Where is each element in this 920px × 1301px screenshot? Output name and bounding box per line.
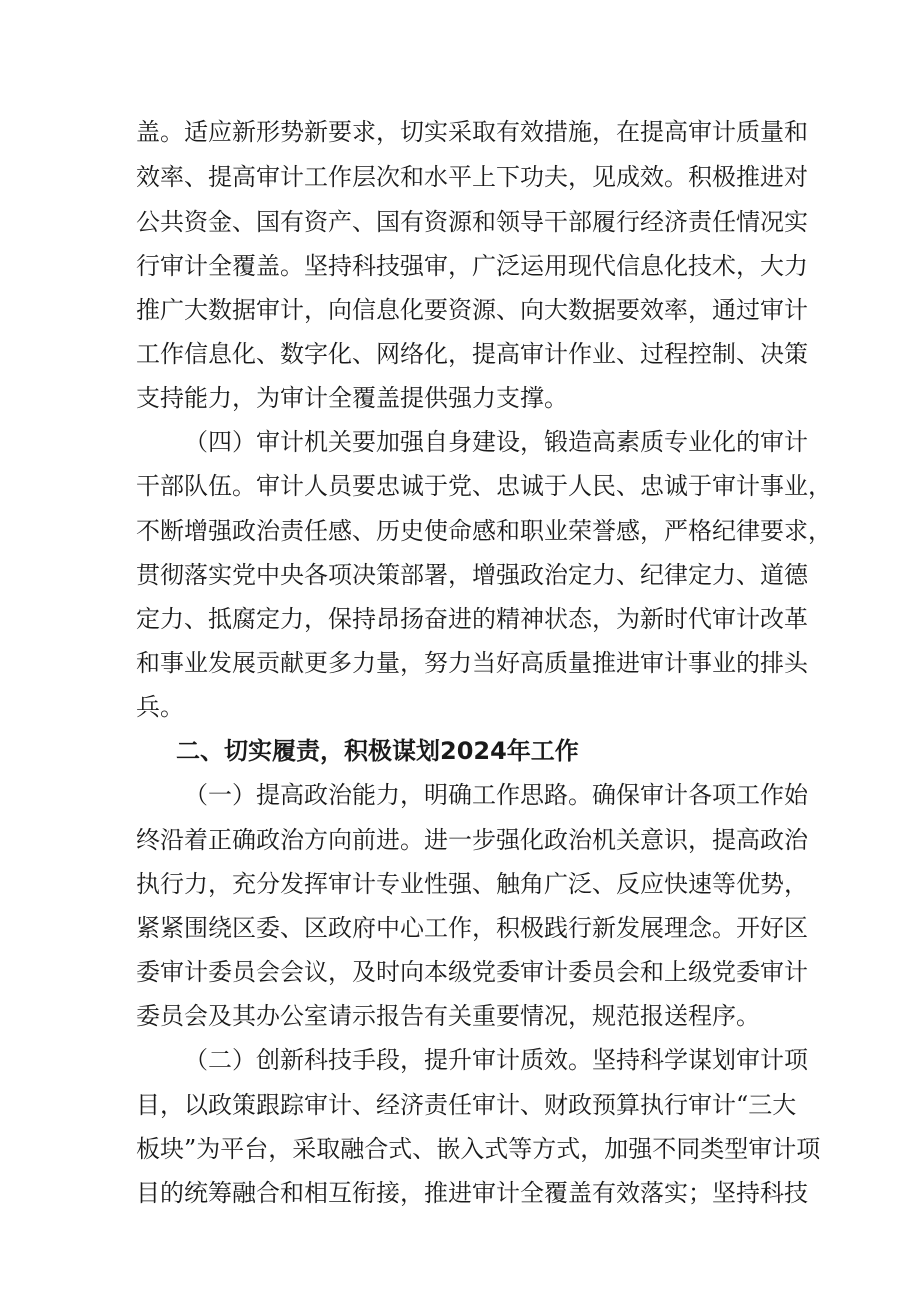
text-line: （一）提高政治能力，明确工作思路。确保审计各项工作始: [184, 781, 808, 809]
text-line: 板块”为平台，采取融合式、嵌入式等方式，加强不同类型审计项: [136, 1135, 821, 1163]
text-line: 行审计全覆盖。坚持科技强审，广泛运用现代信息化技术，大力: [136, 252, 808, 280]
text-line: 定力、抵腐定力，保持昂扬奋进的精神状态，为新时代审计改革: [136, 605, 808, 633]
text-line: （四）审计机关要加强自身建设，锻造高素质专业化的审计: [184, 428, 808, 456]
text-line: 工作信息化、数字化、网络化，提高审计作业、过程控制、决策: [136, 340, 808, 368]
text-line: 终沿着正确政治方向前进。进一步强化政治机关意识，提高政治: [136, 826, 808, 854]
text-line: 推广大数据审计，向信息化要资源、向大数据要效率，通过审计: [136, 296, 808, 324]
text-line: 兵。: [136, 693, 184, 721]
text-line: 不断增强政治责任感、历史使命感和职业荣誉感，严格纪律要求，: [136, 517, 832, 545]
text-line: 委员会及其办公室请示报告有关重要情况，规范报送程序。: [136, 1002, 760, 1030]
text-line: 支持能力，为审计全覆盖提供强力支撑。: [136, 384, 568, 412]
text-line: 盖。适应新形势新要求，切实采取有效措施，在提高审计质量和: [136, 118, 808, 146]
text-line: 紧紧围绕区委、区政府中心工作，积极践行新发展理念。开好区: [136, 914, 808, 942]
text-line: 贯彻落实党中央各项决策部署，增强政治定力、纪律定力、道德: [136, 561, 808, 589]
text-line: 目，以政策跟踪审计、经济责任审计、财政预算执行审计“三大: [136, 1091, 797, 1119]
text-line: 委审计委员会会议，及时向本级党委审计委员会和上级党委审计: [136, 958, 808, 986]
text-line: 干部队伍。审计人员要忠诚于党、忠诚于人民、忠诚于审计事业，: [136, 472, 832, 500]
text-line: 执行力，充分发挥审计专业性强、触角广泛、反应快速等优势，: [136, 870, 808, 898]
text-line: 公共资金、国有资产、国有资源和领导干部履行经济责任情况实: [136, 208, 808, 236]
text-line: 和事业发展贡献更多力量，努力当好高质量推进审计事业的排头: [136, 649, 808, 677]
text-line: 目的统筹融合和相互衔接，推进审计全覆盖有效落实；坚持科技: [136, 1179, 808, 1207]
section-heading: 二、切实履责，积极谋划2024年工作: [176, 737, 579, 765]
text-line: 效率、提高审计工作层次和水平上下功夫，见成效。积极推进对: [136, 163, 808, 191]
text-line: （二）创新科技手段，提升审计质效。坚持科学谋划审计项: [184, 1046, 808, 1074]
